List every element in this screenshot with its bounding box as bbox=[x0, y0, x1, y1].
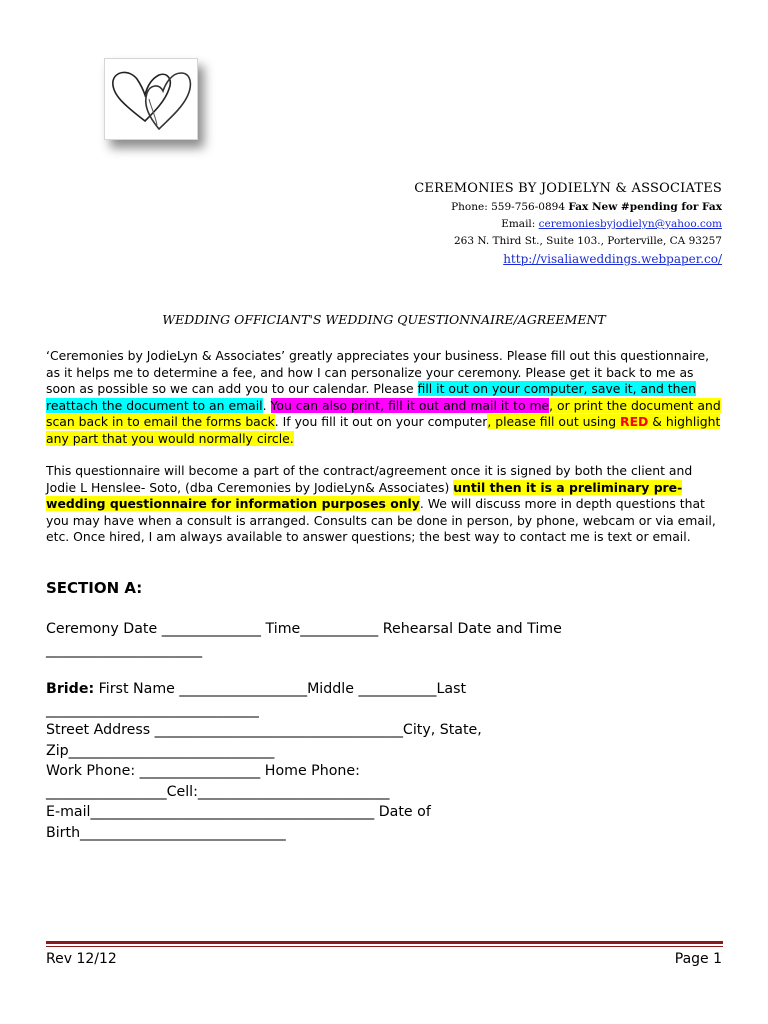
header-email bbox=[501, 218, 722, 230]
phone-number: Phone: 559-756-0894 bbox=[451, 201, 566, 213]
page-number: Page 1 bbox=[674, 951, 722, 967]
bride-label: Bride: bbox=[46, 681, 95, 697]
p2-text-c: . We will discuss more in depth questions that you may have when a consult is arranged. Consults can be done in person, by phone, webcam or via email, etc. Once hired, I am always available to answer questions; the best way to contact me is text or email. bbox=[46, 496, 716, 545]
hearts-icon bbox=[105, 59, 197, 139]
p1-text-a: ‘Ceremonies by JodieLyn & Associates’ greatly appreciates your business. Please fill out this questionnaire, as it helps me to determine a fee, and how I can personalize your ceremony. Please get it back to me as soon as possible so we can add you to our calendar. Please bbox=[46, 348, 710, 397]
p1-text-f: . If you fill it out on your computer bbox=[274, 414, 488, 430]
email-label: Email: bbox=[501, 218, 536, 230]
bride-last-name-line[interactable]: ______________________________ bbox=[46, 701, 259, 718]
header-phone bbox=[451, 201, 722, 213]
p1-highlight-yellow-2: , please fill out using bbox=[487, 414, 621, 430]
p1-red-word: RED bbox=[620, 414, 649, 430]
fax-note: Fax New #pending for Fax bbox=[568, 201, 722, 213]
bride-name-row bbox=[46, 679, 726, 700]
zip-line[interactable]: Zip_____________________________ bbox=[46, 742, 275, 759]
footer-rule-thick bbox=[46, 941, 723, 944]
p1-highlight-yellow-3: & highlight any part that you would normally circle. bbox=[46, 414, 721, 446]
hearts-logo bbox=[104, 58, 198, 140]
ceremony-date-line[interactable]: Ceremony Date ______________ Time___________ Rehearsal Date and Time bbox=[46, 621, 562, 637]
p1-highlight-cyan: fill it out on your computer, save it, and then reattach the document to an email bbox=[46, 381, 696, 413]
header-website bbox=[503, 252, 722, 266]
bride-fields bbox=[46, 679, 726, 843]
footer-rule-thin bbox=[46, 946, 723, 947]
document-title: WEDDING OFFICIANT'S WEDDING QUESTIONNAIRE/AGREEMENT bbox=[162, 312, 606, 327]
ceremony-fields bbox=[46, 619, 726, 660]
website-link[interactable]: http://visaliaweddings.webpaper.co/ bbox=[503, 252, 722, 266]
email-line[interactable]: E-mail________________________________________ Date of bbox=[46, 804, 431, 820]
street-address-line[interactable]: Street Address ___________________________________City, State, bbox=[46, 722, 482, 738]
company-name: CEREMONIES BY JODIELYN & ASSOCIATES bbox=[414, 181, 722, 196]
p2-highlight: until then it is a preliminary pre-wedding questionnaire for information purposes only bbox=[46, 479, 683, 512]
bride-name-line[interactable]: First Name __________________Middle ___________Last bbox=[94, 681, 467, 697]
intro-paragraph bbox=[46, 348, 726, 448]
p1-text-c: . bbox=[262, 397, 271, 413]
email-link[interactable]: ceremoniesbyjodielyn@yahoo.com bbox=[538, 218, 722, 230]
p1-highlight-yellow-1: , or print the document and scan back in to email the forms back bbox=[46, 397, 721, 430]
work-phone-line[interactable]: Work Phone: _________________ Home Phone: bbox=[46, 763, 360, 779]
section-a-heading: SECTION A: bbox=[46, 579, 143, 597]
birth-date-line[interactable]: Birth_____________________________ bbox=[46, 824, 286, 841]
header-address: 263 N. Third St., Suite 103., Porterville, CA 93257 bbox=[453, 235, 722, 247]
revision-label: Rev 12/12 bbox=[46, 951, 117, 967]
p1-highlight-magenta: You can also print, fill it out and mail it to me bbox=[270, 397, 550, 413]
cell-phone-line[interactable]: _________________Cell:___________________________ bbox=[46, 783, 390, 800]
p2-text-a: This questionnaire will become a part of the contract/agreement once it is signed by both the client and Jodie L Henslee- Soto, (dba Ceremonies by JodieLyn& Associates) bbox=[46, 463, 693, 495]
agreement-paragraph bbox=[46, 463, 726, 546]
rehearsal-date-line[interactable]: ______________________ bbox=[46, 641, 203, 658]
